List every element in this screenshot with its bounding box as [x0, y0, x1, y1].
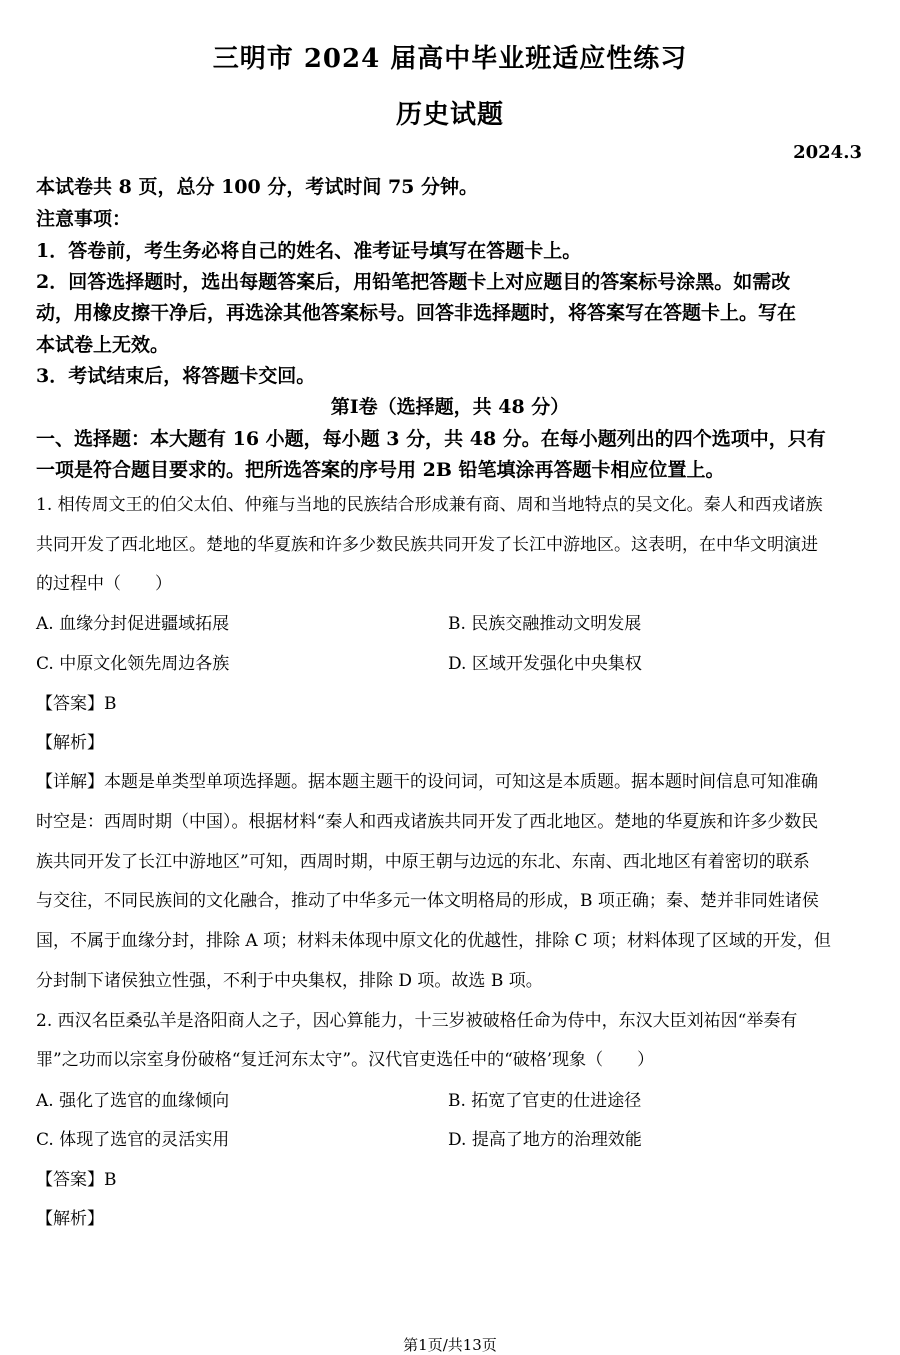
q1-option-a: A. 血缘分封促进疆域拓展 [36, 614, 230, 634]
q1-answer: 【答案】B [36, 694, 117, 714]
q2-stem-line-2: 罪”之功而以宗室身份破格“复迁河东太守”。汉代官吏选任中的“破格’现象（ ） [36, 1050, 655, 1070]
q1-stem-line-3: 的过程中（ ） [36, 574, 172, 594]
notes-heading: 注意事项： [36, 208, 132, 230]
q1-stem-line-1: 1. 相传周文王的伯父太伯、仲雍与当地的民族结合形成兼有商、周和当地特点的吴文化。秦人和西戎诸族 [36, 495, 823, 515]
note-2-line-2: 动，用橡皮擦干净后，再选涂其他答案标号。回答非选择题时，将答案写在答题卡上。写在 [36, 302, 797, 324]
intro-line: 本试卷共 8 页，总分 100 分，考试时间 75 分钟。 [36, 176, 479, 198]
q2-answer: 【答案】B [36, 1170, 117, 1190]
q2-option-d: D. 提高了地方的治理效能 [448, 1130, 642, 1150]
section-desc-line-1: 一、选择题：本大题有 16 小题，每小题 3 分，共 48 分。在每小题列出的四个选项中，只有 [36, 428, 826, 450]
q1-stem-line-2: 共同开发了西北地区。楚地的华夏族和许多少数民族共同开发了长江中游地区。这表明，在中华文明演进 [36, 535, 818, 555]
note-3: 3．考试结束后，将答题卡交回。 [36, 365, 316, 387]
q2-option-c: C. 体现了选官的灵活实用 [36, 1130, 230, 1150]
note-2-line-3: 本试卷上无效。 [36, 334, 170, 356]
q1-option-b: B. 民族交融推动文明发展 [448, 614, 642, 634]
page-footer: 第1页/共13页 [403, 1336, 497, 1354]
q2-option-b: B. 拓宽了官吏的仕进途径 [448, 1091, 642, 1111]
q1-option-c: C. 中原文化领先周边各族 [36, 654, 230, 674]
note-1: 1．答卷前，考生务必将自己的姓名、准考证号填写在答题卡上。 [36, 240, 582, 262]
q2-stem-line-1: 2. 西汉名臣桑弘羊是洛阳商人之子，因心算能力，十三岁被破格任命为侍中，东汉大臣刘祐因“举奏有 [36, 1011, 798, 1031]
q1-detail-line-4: 与交往，不同民族间的文化融合，推动了中华多元一体文明格局的形成，B 项正确；秦、楚并非同姓诸侯 [36, 891, 819, 911]
q1-detail-line-5: 国，不属于血缘分封，排除 A 项；材料未体现中原文化的优越性，排除 C 项；材料体现了区域的开发，但 [36, 931, 831, 951]
section-desc-line-2: 一项是符合题目要求的。把所选答案的序号用 2B 铅笔填涂再答题卡相应位置上。 [36, 459, 725, 481]
section-heading: 第Ⅰ卷（选择题，共 48 分） [330, 396, 570, 418]
q1-detail-line-1: 【详解】本题是单类型单项选择题。据本题主题干的设问词，可知这是本质题。据本题时间信息可知准确 [36, 772, 818, 792]
q2-analysis-label: 【解析】 [36, 1209, 104, 1229]
exam-title: 三明市 2024 届高中毕业班适应性练习 [212, 44, 688, 74]
note-2-line-1: 2．回答选择题时，选出每题答案后，用铅笔把答题卡上对应题目的答案标号涂黑。如需改 [36, 271, 791, 293]
q2-option-a: A. 强化了选官的血缘倾向 [36, 1091, 230, 1111]
q1-detail-line-6: 分封制下诸侯独立性强，不利于中央集权，排除 D 项。故选 B 项。 [36, 971, 543, 991]
q1-detail-line-2: 时空是：西周时期（中国）。根据材料“秦人和西戎诸族共同开发了西北地区。楚地的华夏族和许多少数民 [36, 812, 819, 832]
exam-date: 2024.3 [793, 142, 862, 163]
q1-option-d: D. 区域开发强化中央集权 [448, 654, 642, 674]
subject-title: 历史试题 [395, 100, 504, 130]
q1-analysis-label: 【解析】 [36, 733, 104, 753]
q1-detail-line-3: 族共同开发了长江中游地区”可知，西周时期，中原王朝与边远的东北、东南、西北地区有着密切的联系 [36, 852, 810, 872]
